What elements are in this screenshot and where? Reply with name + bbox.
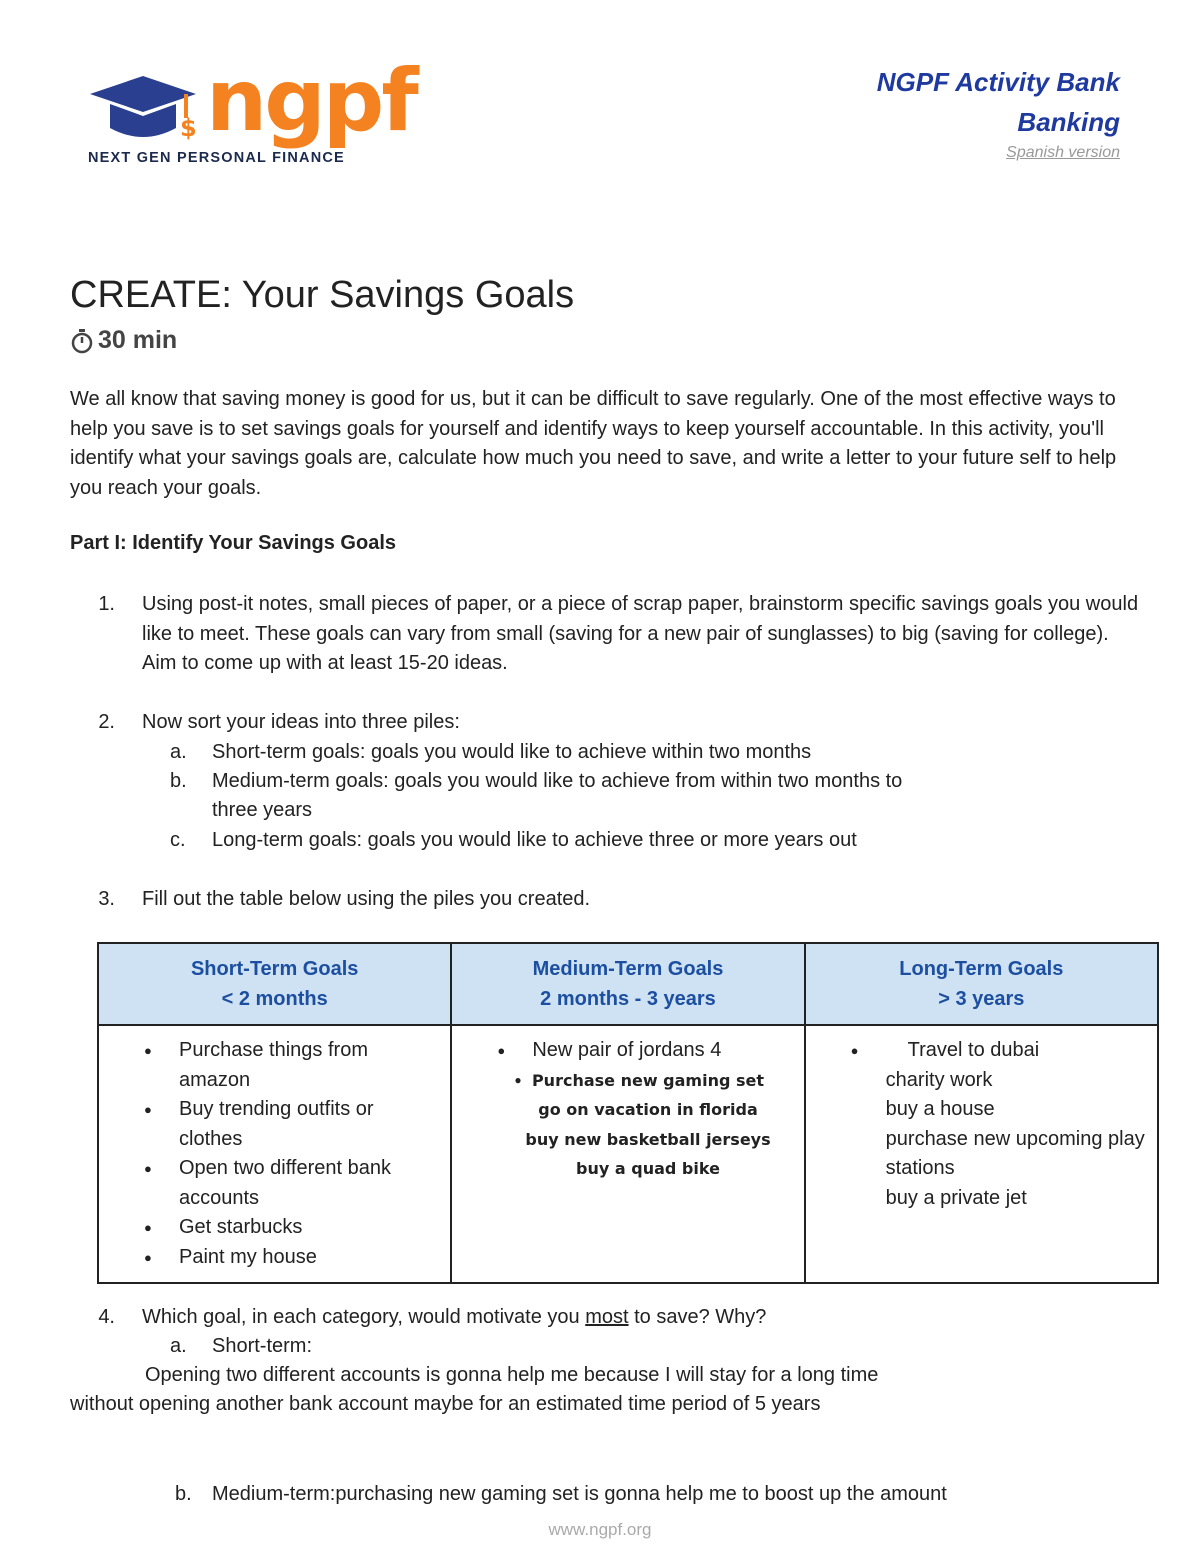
header-title: Medium-Term Goals <box>532 958 724 980</box>
answer-medium-term[interactable]: Medium-term:purchasing new gaming set is gonna help me to boost up the amount <box>212 1483 947 1505</box>
step-2b-text: Medium-term goals: goals you would like to achieve from within two months to <box>212 770 903 792</box>
step-4 <box>85 1303 1145 1333</box>
header-medium-term <box>451 943 804 1025</box>
step-number: 1. <box>98 593 115 615</box>
page-title: CREATE: Your Savings Goals <box>70 274 575 316</box>
medium-term-list <box>462 1036 793 1066</box>
step-number: 4. <box>98 1306 115 1328</box>
list-item: ● New pair of jordans 4 <box>462 1036 793 1066</box>
step-4-pre: Which goal, in each category, would motivate you <box>142 1306 586 1328</box>
svg-text:$: $ <box>180 114 197 142</box>
medium-bold-block <box>462 1066 793 1184</box>
header-title: Long-Term Goals <box>899 958 1064 980</box>
graduation-cap-icon <box>88 66 198 156</box>
step-number: 3. <box>98 888 115 910</box>
part1-heading: Part I: Identify Your Savings Goals <box>70 532 397 554</box>
header-range: < 2 months <box>221 988 328 1010</box>
step-1 <box>85 590 1145 679</box>
step-4a <box>170 1332 313 1362</box>
step-1-text: Using post-it notes, small pieces of paper, or a piece of scrap paper, brainstorm specific savings goals you would like to meet. These goals can vary from small (saving for a new pair of sunglasses) to big (saving for college). Aim to come up with at least 15-20 ideas. <box>142 593 1139 674</box>
sub-letter: a. <box>170 1335 187 1357</box>
header-topic: Banking <box>1017 107 1120 137</box>
step-2a <box>170 738 812 768</box>
list-item: buy new basketball jerseys <box>525 1129 771 1149</box>
list-item: ● Purchase things from amazon <box>109 1036 440 1095</box>
header-short-term <box>98 943 451 1025</box>
header-long-term <box>805 943 1158 1025</box>
step-2 <box>85 708 1145 738</box>
step-2b-text-cont: three years <box>212 799 313 821</box>
savings-goals-table <box>97 942 1159 1284</box>
step-number: 2. <box>98 711 115 733</box>
header-title: Short-Term Goals <box>190 958 359 980</box>
sub-letter: a. <box>170 741 187 763</box>
ngpf-logo <box>88 51 416 172</box>
long-term-list <box>816 1036 1147 1213</box>
step-2-text: Now sort your ideas into three piles: <box>142 711 460 733</box>
step-2a-text: Short-term goals: goals you would like to achieve within two months <box>212 741 812 763</box>
step-4-post: to save? Why? <box>628 1306 767 1328</box>
logo-brand: ngpf <box>206 51 416 151</box>
step-2c-text: Long-term goals: goals you would like to achieve three or more years out <box>212 829 857 851</box>
step-4-text <box>142 1303 1145 1333</box>
step-4b <box>175 1480 947 1510</box>
list-item: buy a private jet <box>885 1186 1027 1209</box>
list-item: ● Open two different bank accounts <box>109 1154 440 1213</box>
medium-term-cell[interactable] <box>451 1025 804 1283</box>
bullet-icon: ● <box>514 1072 522 1087</box>
step-2b <box>170 767 903 797</box>
list-item: ● Paint my house <box>109 1243 440 1273</box>
duration <box>70 326 177 355</box>
step-2c <box>170 826 857 856</box>
step-3-text: Fill out the table below using the piles you created. <box>142 888 591 910</box>
short-term-list <box>109 1036 440 1272</box>
list-item: ● Get starbucks <box>109 1213 440 1243</box>
header-range: > 3 years <box>938 988 1025 1010</box>
long-term-cell[interactable] <box>805 1025 1158 1283</box>
footer-url[interactable]: www.ngpf.org <box>548 1520 652 1539</box>
short-term-cell[interactable] <box>98 1025 451 1283</box>
step-4-emphasis: most <box>585 1306 629 1328</box>
header-range: 2 months - 3 years <box>540 988 716 1010</box>
step-3 <box>85 885 1145 915</box>
answer-short-term-line2[interactable]: without opening another bank account maybe for an estimated time period of 5 years <box>70 1393 821 1415</box>
bullet-icon: ● <box>850 1043 859 1058</box>
step-4a-label: Short-term: <box>212 1335 313 1357</box>
header-activity-bank: NGPF Activity Bank <box>876 67 1120 97</box>
sub-letter: b. <box>175 1483 192 1505</box>
stopwatch-icon <box>70 328 94 354</box>
logo-tagline: NEXT GEN PERSONAL FINANCE <box>88 150 345 166</box>
list-item: ● Buy trending outfits or clothes <box>109 1095 440 1154</box>
list-item: Purchase new gaming set <box>531 1070 765 1090</box>
sub-letter: b. <box>170 770 187 792</box>
list-item: buy a house <box>885 1098 995 1120</box>
sub-letter: c. <box>170 829 186 851</box>
list-item: buy a quad bike <box>576 1159 720 1178</box>
header-info <box>877 62 1120 164</box>
intro-paragraph: We all know that saving money is good for us, but it can be difficult to save regularly. One of the most effective ways to help you save is to set savings goals for yourself and identify ways to keep yourself accountable. In this activity, you'll identify what your savings goals are, calculate how much you need to save, and write a letter to your future self to help you reach your goals. <box>70 388 1117 499</box>
list-item: go on vacation in florida <box>538 1100 758 1119</box>
answer-short-term-line1[interactable]: Opening two different accounts is gonna help me because I will stay for a long time <box>145 1364 879 1386</box>
duration-text: 30 min <box>98 326 178 354</box>
list-item: charity work <box>885 1068 993 1091</box>
list-item: purchase new upcoming play stations <box>885 1127 1145 1179</box>
list-item: Travel to dubai <box>907 1039 1040 1061</box>
spanish-version-link[interactable]: Spanish version <box>1006 144 1120 161</box>
